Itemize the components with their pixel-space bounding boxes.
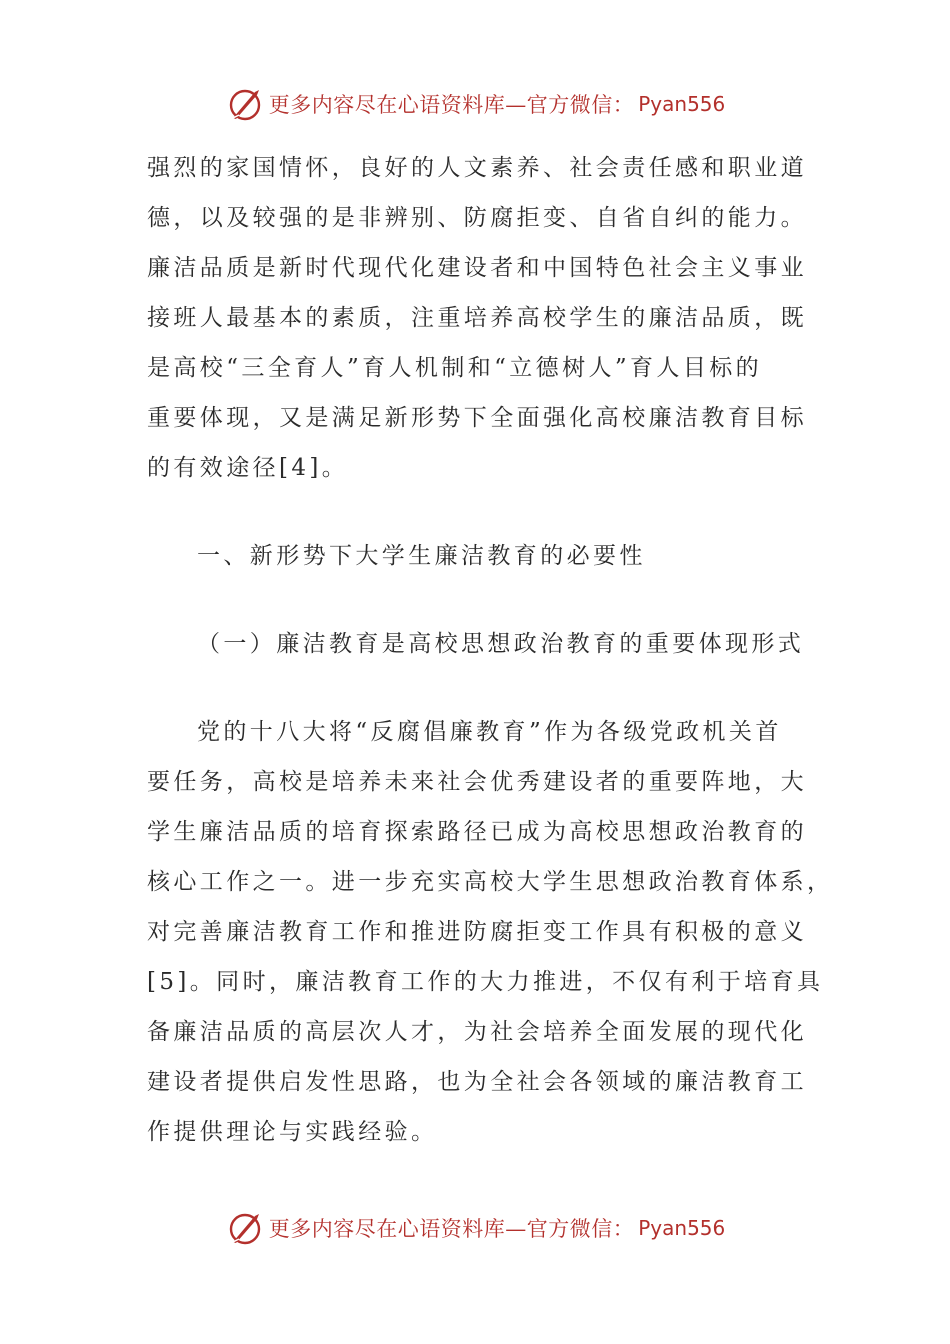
spacer xyxy=(147,493,807,531)
paragraph-line: 接班人最基本的素质，注重培养高校学生的廉洁品质，既 xyxy=(147,305,807,331)
document-body xyxy=(147,143,834,1157)
paragraph-line: 核心工作之一。进一步充实高校大学生思想政治教育体系， xyxy=(147,869,834,895)
paragraph-line: 党的十八大将“反腐倡廉教育”作为各级党政机关首 xyxy=(197,719,782,745)
paragraph-line: 强烈的家国情怀，良好的人文素养、社会责任感和职业道 xyxy=(147,155,807,181)
spacer xyxy=(147,581,807,619)
quill-pen-logo-icon xyxy=(225,1208,265,1248)
header-banner xyxy=(0,82,950,126)
paragraph-line: 对完善廉洁教育工作和推进防腐拒变工作具有积极的意义 xyxy=(147,919,807,945)
paragraph-line: 的有效途径[4]。 xyxy=(147,455,349,481)
paragraph-line: 作提供理论与实践经验。 xyxy=(147,1119,438,1145)
paragraph-line: 是高校“三全育人”育人机制和“立德树人”育人目标的 xyxy=(147,355,763,381)
paragraph-line: 建设者提供启发性思路，也为全社会各领域的廉洁教育工 xyxy=(147,1069,807,1095)
banner-text: 更多内容尽在心语资料库—官方微信： xyxy=(268,93,635,117)
footer-banner xyxy=(0,1206,950,1250)
paragraph-line: 学生廉洁品质的培育探索路径已成为高校思想政治教育的 xyxy=(147,819,807,845)
section-heading: 一、新形势下大学生廉洁教育的必要性 xyxy=(197,543,646,569)
banner-text: 更多内容尽在心语资料库—官方微信： xyxy=(268,1217,635,1241)
paragraph-line: 要任务，高校是培养未来社会优秀建设者的重要阵地，大 xyxy=(147,769,807,795)
paragraph-line: 廉洁品质是新时代现代化建设者和中国特色社会主义事业 xyxy=(147,255,807,281)
paragraph-line: [5]。同时，廉洁教育工作的大力推进，不仅有利于培育具 xyxy=(147,969,824,995)
quill-pen-logo-icon xyxy=(225,84,265,124)
banner-wechat-id: Pyan556 xyxy=(638,1216,726,1240)
banner-wechat-id: Pyan556 xyxy=(638,92,726,116)
paragraph-line: 备廉洁品质的高层次人才，为社会培养全面发展的现代化 xyxy=(147,1019,807,1045)
spacer xyxy=(147,669,807,707)
paragraph-line: 德，以及较强的是非辨别、防腐拒变、自省自纠的能力。 xyxy=(147,205,807,231)
paragraph-line: 重要体现，又是满足新形势下全面强化高校廉洁教育目标 xyxy=(147,405,807,431)
subsection-heading: （一）廉洁教育是高校思想政治教育的重要体现形式 xyxy=(197,631,805,657)
